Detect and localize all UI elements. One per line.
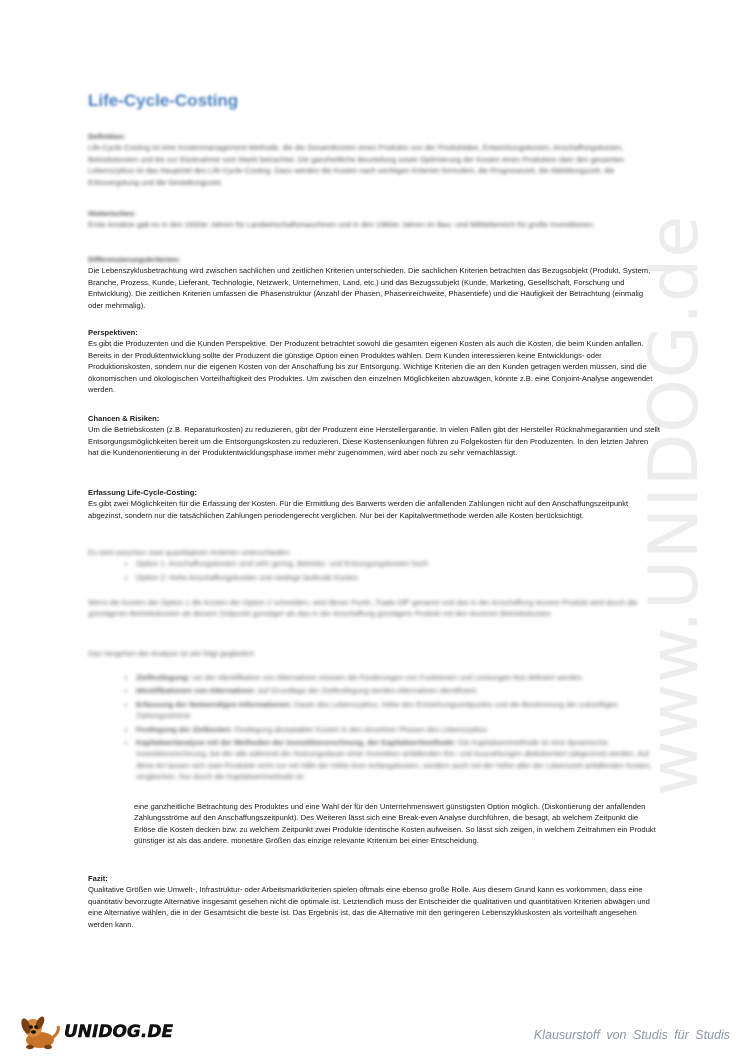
footer-slogan: Klausurstoff von Studis für Studis xyxy=(533,1028,730,1042)
capture-text: Es gibt zwei Möglichkeiten für die Erfassung der Kosten. Für die Ermittlung des Barwerts werden die anfallenden Zahlungen nicht auf den Anschaffungszeitpunkt abgezinst, sondern nur die tatsächlichen Zahlungen periodengerecht verglichen. Nur bei der Kapitalwertmethode werden alle Kosten berücksichtigt. xyxy=(88,499,629,520)
step-item xyxy=(136,672,660,683)
section-blurred-criteria xyxy=(88,547,660,585)
perspectives-heading: Perspektiven: xyxy=(88,328,138,337)
option-item: • Option 1: Anschaffungskosten sind sehr gering, Betriebs- und Entsorgungskosten hoch xyxy=(136,558,660,569)
section-blurred-steps-intro xyxy=(88,648,660,659)
chances-heading: Chancen & Risiken: xyxy=(88,414,160,423)
chances-text: Um die Betriebskosten (z.B. Reparaturkosten) zu reduzieren, gibt der Produzent eine Herstellergarantie. In vielen Fällen gibt der Hersteller Rücknahmegarantien und stellt Entsorgungsmöglichkeiten bereit um die Entsorgungskosten zu reduzieren. Diese Kostensenkungen führen zu Folgekosten für den Produzenten. In den letzten Jahren hat die Kundenorientierung in der Produktentwicklungsphase immer mehr zugenommen, wird aber noch zu sehr vernachlässigt. xyxy=(88,425,660,458)
definition-heading: Definition: xyxy=(88,132,126,141)
section-capture xyxy=(88,487,660,535)
perspectives-text: Es gibt die Produzenten und die Kunden Perspektive. Der Produzent betrachtet sowohl die gesamten eigenen Kosten als auch die Kosten, die beim Kunden anfallen. Bereits in der Produktentwicklung sollte der Produzent die günstige Option einen Produktes wählen. Dem Kunden interessieren keine Entwicklungs- oder Produktionskosten, sondern nur die eigenen Kosten von der Anschaffung bis zur Entsorgung. Wichtige Kriterien die an den Kunden getragen werden müssen, sind die ökonomischen und ökologischen Vorteilhaftigkeit des Produktes. Um zwischen den einzelnen Möglichkeiten abzuwägen, könnte z.B. eine Conjoint-Analyse angewendet werden. xyxy=(88,339,653,395)
section-definition xyxy=(88,131,660,188)
options-list xyxy=(88,558,660,583)
steps-list xyxy=(88,672,660,783)
step-item xyxy=(136,724,660,735)
continuation-text: eine ganzheitliche Betrachtung des Produktes und eine Wahl der für den Unternehmenswert günstigsten Option möglich. (Diskontierung der anfallenden Zahlungsströme auf den Anschaffungszeitpunkt). Des Weiteren lässt sich eine Break-even Analyse durchführen, die besagt, ab welchem Zeitpunkt die Erlöse die Kosten decken bzw. zu welchem Zeitpunkt zwei Produkte identische Kosten aufweisen. So lässt sich zeigen, in welchem Zeitrahmen ein Produkt günstiger ist als das andere. monetäre Größen das einzige relevante Kriterium bei einer Entscheidung. xyxy=(134,802,656,846)
steps-intro: Das Vorgehen der Analyse ist wie folgt gegliedert: xyxy=(88,649,256,658)
watermark-text: www.UNIDOG.de xyxy=(635,214,715,796)
history-text: Erste Ansätze gab es in den 1930er Jahren für Landwirtschaftsmaschinen und in den 1960er Jahren im Bau- und Militärbereich für große Investitionen. xyxy=(88,220,595,230)
conclusion-text: Qualitative Größen wie Umwelt-, Infrastruktur- oder Arbeitsmarktkriterien spielen oftmals eine ebenso große Rolle. Aus diesem Grund kann es vorkommen, dass eine quantitativ bevorzugte Alternative insgesamt gesehen nicht die optimale ist. Letztendlich muss der Entscheider die qualitativen und quantitativen Kriterien abwägen und eine Alternative wählen, die in der Gesamtsicht die beste ist. Das Ergebnis ist, das die Alternative mit den geringeren Lebenszykluskosten als vorteilhaft angesehen werden kann. xyxy=(88,885,650,929)
step-text: vor der Identifikation von Alternativen müssen die Forderungen von Funktionen und Leistungen fest definiert werden. xyxy=(192,673,584,682)
conclusion-heading: Fazit: xyxy=(88,874,108,883)
step-label: Zielfestlegung: xyxy=(136,673,191,682)
step-text: Die Kapitalwertmethode ist eine dynamische Investitionsrechnung, bei der alle während der Nutzungsdauer einer Investition anfallenden Ein- und Auszahlungen abdiskontiert (abgezinst) werden. Auf diese Art lassen sich zwei Produkte nicht nur mit Hilfe der Höhe ihrer Anfangskosten, sondern auch mit der Höhe aller der Lebenszeit anfallenden Kosten, vergleichen. Nur durch die Kapitalwertmethode ist xyxy=(136,738,652,782)
section-chances xyxy=(88,413,660,459)
step-text: Dauer des Lebenszyklus, Höhe des Entstehungszeitpunkts und die Bestimmung der zukünftigen Zahlungsströme xyxy=(136,699,619,721)
document-title: Life-Cycle-Costing xyxy=(88,91,239,110)
tradeoff-text: Wenn die Kosten der Option 1 die Kosten der Option 2 schneiden, wird dieser Punkt „Trade-Off“ genannt und das in der Anschaffung teurere Produkt wird durch die günstigeren Betriebskosten ab diesem Zeitpunkt günstiger als das in der Anschaffung günstigere Produkt mit den teureren Betriebskosten. xyxy=(88,598,638,619)
section-blurred-tradeoff xyxy=(88,597,660,620)
capture-heading: Erfassung Life-Cycle-Costing: xyxy=(88,488,197,497)
history-heading: Historisches: xyxy=(88,209,137,218)
step-item xyxy=(136,699,660,722)
dog-mascot-icon xyxy=(18,1014,62,1050)
footer-logo[interactable] xyxy=(18,1014,173,1050)
section-conclusion xyxy=(88,873,660,930)
differentiation-text: Die Lebenszyklusbetrachtung wird zwischen sachlichen und zeitlichen Kriterien unterschieden. Die sachlichen Kriterien betrachten das Bezugsobjekt (Produkt, System, Branche, Prozess, Kunde, Lieferant, Technologie, Netzwerk, Unternehmen, Land, etc.) und das Bezugssubjekt (Kunde, Marketing, Gesellschaft, Forschung und Entwicklung). Die zeitlichen Kriterien umfassen die Phasenstruktur (Anzahl der Phasen, Phasenreichweite, Phasentiefe) und die Häufigkeit der Betrachtung (einmalig oder mehrmalig). xyxy=(88,266,651,310)
definition-text: Life-Cycle-Costing ist eine Kostenmanagement-Methode, die die Gesamtkosten eines Produkts von der Produktidee, Entwicklungskosten, Anschaffungskosten, Betriebskosten und bis zur Rücknahme vom Markt betrachtet. Die ganzheitliche Beurteilung sowie Optimierung der Kosten eines Produktes über den gesamten Lebenszyklus ist das Hauptziel des Life-Cycle-Costing. Dazu werden die Kosten nach wichtigen Kriterien formuliert, die Prognosezeit, die Abbildungszeit, die Erlösvergütung und die Gestaltungszeit. xyxy=(88,143,625,187)
differentiation-heading: Differenzierungskriterien: xyxy=(88,255,181,264)
step-label: Erfassung der Notwendigen Informationen: xyxy=(136,699,293,709)
option-item: • Option 2: Hohe Anschaffungskosten und niedrige laufende Kosten xyxy=(136,572,660,583)
step-label: Identifikationen von Alternativen: xyxy=(136,686,256,696)
criteria-intro: Es wird zwischen zwei quantitativen Kriterien unterschieden: xyxy=(88,548,292,557)
section-analysis-continuation xyxy=(134,801,660,847)
step-item xyxy=(136,737,660,783)
step-text: Festlegung akzeptabler Kosten in den einzelnen Phasen des Lebenszyklus xyxy=(234,724,488,734)
step-label: Festlegung der Zielkosten: xyxy=(136,724,233,734)
logo-text: UNIDOG.DE xyxy=(64,1022,174,1042)
section-differentiation xyxy=(88,254,660,311)
section-perspectives xyxy=(88,327,660,395)
section-blurred-steps xyxy=(88,672,660,790)
step-item xyxy=(136,685,660,696)
step-label: Kapitalwertanalyse mit der Methoden der Investitionsrechnung, der Kapitalwertmethode: xyxy=(136,738,457,748)
section-history xyxy=(88,208,660,231)
step-text: auf Grundlage der Zielfestlegung werden Alternativen identifiziert. xyxy=(258,686,479,696)
